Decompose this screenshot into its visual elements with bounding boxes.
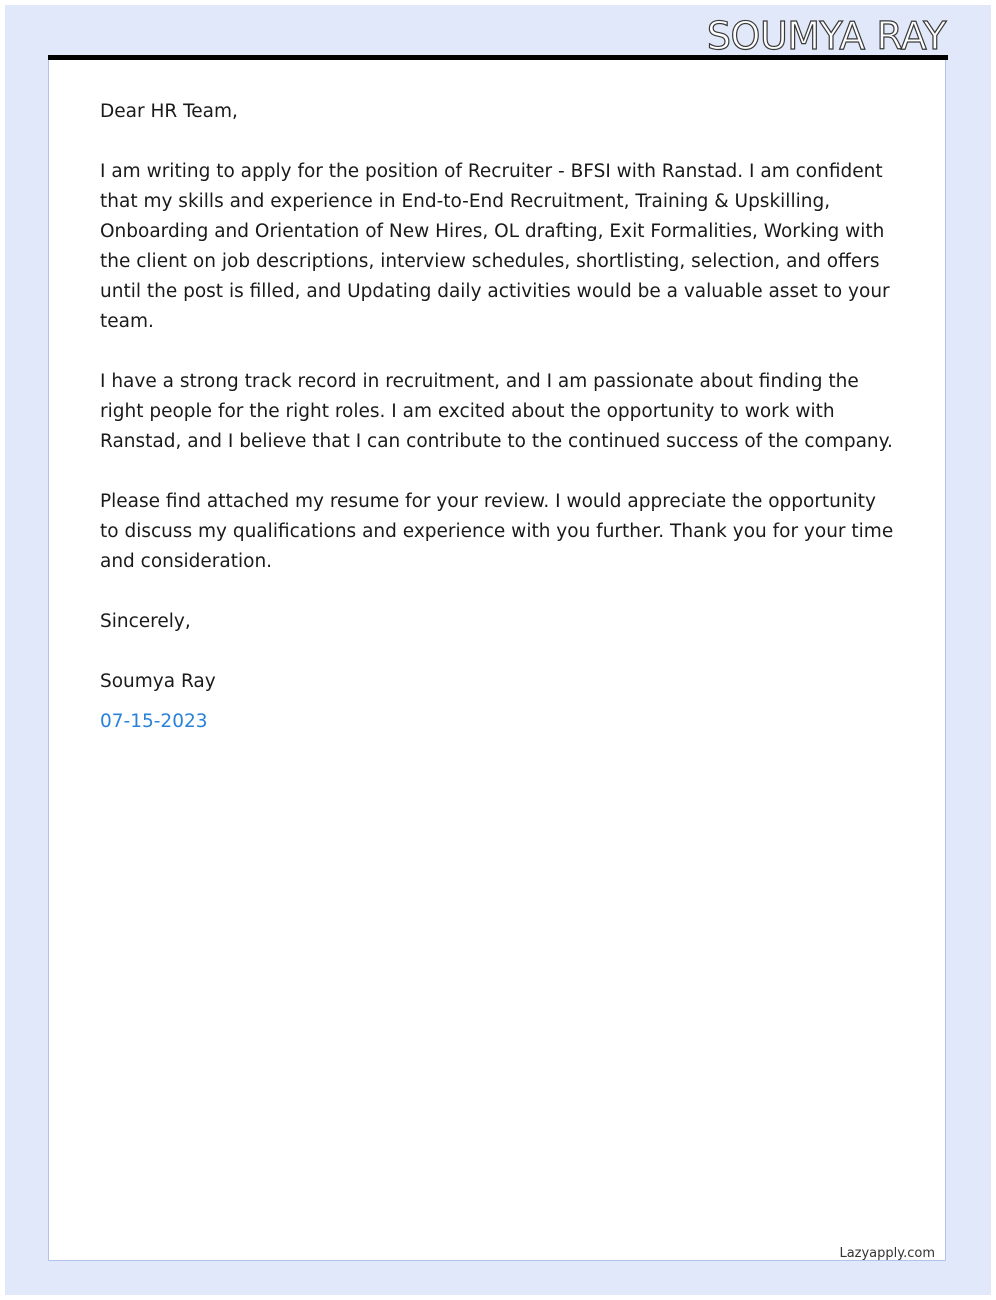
letter-paragraph: Please find attached my resume for your review. I would appreciate the opportunity to discuss my qualifications and experience with you further. Thank you for your time and consideration. [100, 491, 894, 572]
letter-greeting: Dear HR Team, [100, 101, 238, 122]
letter-closing: Sincerely, [100, 611, 191, 632]
letter-body [100, 97, 900, 767]
letter-date: 07-15-2023 [100, 711, 208, 732]
letter-paragraph: I am writing to apply for the position of Recruiter - BFSI with Ranstad. I am confident that my skills and experience in End-to-End Recruitment, Training & Upskilling, Onboarding and Orientation of New Hires, OL drafting, Exit Formalities, Working with the client on job descriptions, interview schedules, shortlisting, selection, and offers until the post is filled, and Updating daily activities would be a valuable asset to your team. [100, 161, 890, 332]
header-name: SOUMYA RAY [706, 14, 946, 58]
signature-name: Soumya Ray [100, 671, 216, 692]
footer-brand: Lazyapply.com [839, 1246, 935, 1261]
letter-paragraph: I have a strong track record in recruitment, and I am passionate about finding the right people for the right roles. I am excited about the opportunity to work with Ranstad, and I believe that I can contribute to the continued success of the company. [100, 371, 893, 452]
